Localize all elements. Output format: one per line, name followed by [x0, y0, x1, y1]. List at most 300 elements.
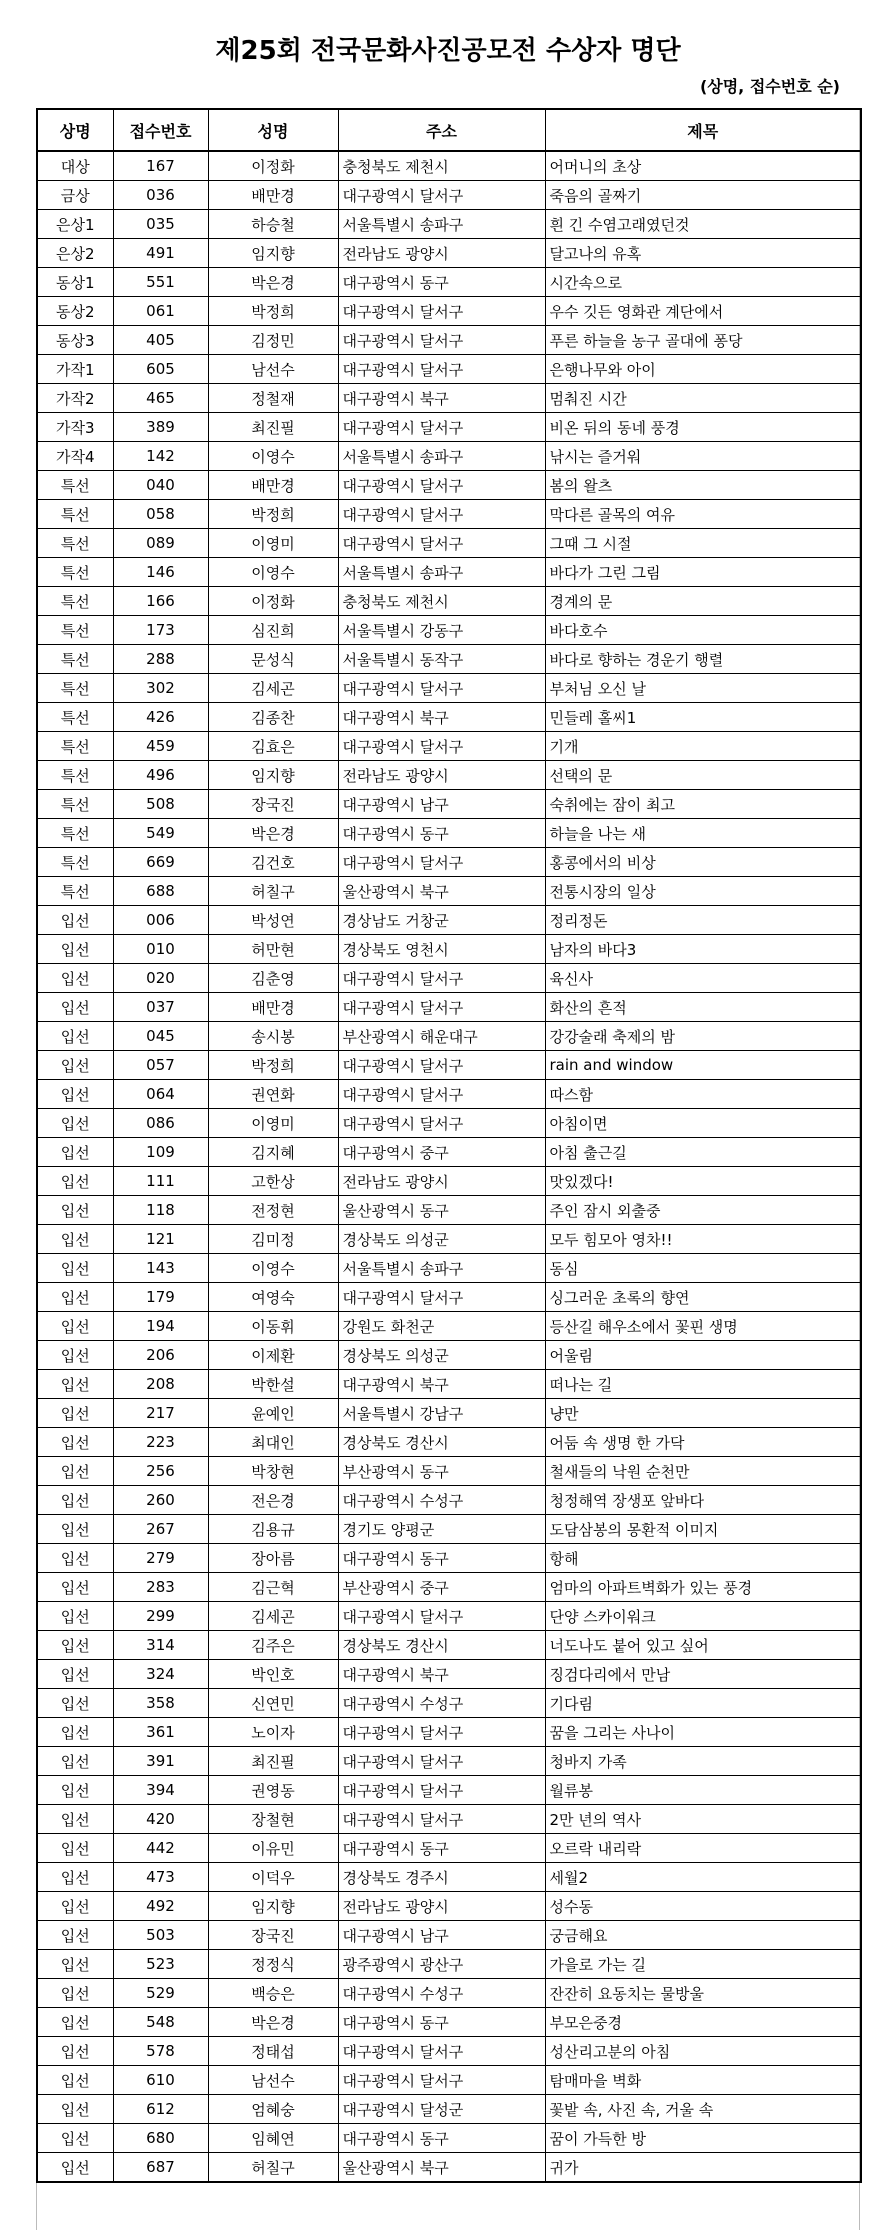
address-cell: 전라남도 광양시 [338, 239, 545, 268]
table-row [37, 1457, 861, 1486]
title-cell: 성수동 [545, 1892, 861, 1921]
title-cell: 전통시장의 일상 [545, 877, 861, 906]
winners-table [36, 108, 862, 2183]
table-row [37, 993, 861, 1022]
address-cell: 대구광역시 달성군 [338, 2095, 545, 2124]
address-cell: 대구광역시 달서구 [338, 1747, 545, 1776]
title-cell: 민들레 홀씨1 [545, 703, 861, 732]
address-cell: 대구광역시 동구 [338, 819, 545, 848]
table-row [37, 1341, 861, 1370]
entry-number-cell: 459 [113, 732, 208, 761]
award-cell: 입선 [37, 1486, 113, 1515]
address-cell: 대구광역시 달서구 [338, 1718, 545, 1747]
title-cell: 맛있겠다! [545, 1167, 861, 1196]
address-cell: 서울특별시 강남구 [338, 1399, 545, 1428]
entry-number-cell: 394 [113, 1776, 208, 1805]
sort-order-note: (상명, 접수번호 순) [699, 77, 840, 96]
address-cell: 대구광역시 북구 [338, 1660, 545, 1689]
title-cell: 주인 잠시 외출중 [545, 1196, 861, 1225]
title-cell: 항해 [545, 1544, 861, 1573]
table-row [37, 2037, 861, 2066]
entry-number-cell: 217 [113, 1399, 208, 1428]
title-cell: 엄마의 아파트벽화가 있는 풍경 [545, 1573, 861, 1602]
table-row [37, 1573, 861, 1602]
entry-number-cell: 146 [113, 558, 208, 587]
address-cell: 충청북도 제천시 [338, 587, 545, 616]
title-cell: 멈춰진 시간 [545, 384, 861, 413]
entry-number-cell: 057 [113, 1051, 208, 1080]
table-row [37, 616, 861, 645]
name-cell: 김주은 [208, 1631, 338, 1660]
entry-number-cell: 358 [113, 1689, 208, 1718]
title-cell: 육신사 [545, 964, 861, 993]
table-row [37, 935, 861, 964]
address-cell: 대구광역시 달서구 [338, 674, 545, 703]
title-cell: 달고나의 유혹 [545, 239, 861, 268]
name-cell: 이덕우 [208, 1863, 338, 1892]
entry-number-cell: 288 [113, 645, 208, 674]
award-cell: 입선 [37, 1776, 113, 1805]
table-row [37, 1399, 861, 1428]
table-row [37, 210, 861, 239]
name-cell: 여영숙 [208, 1283, 338, 1312]
entry-number-cell: 324 [113, 1660, 208, 1689]
entry-number-cell: 548 [113, 2008, 208, 2037]
table-row [37, 790, 861, 819]
table-row [37, 1109, 861, 1138]
table-row [37, 558, 861, 587]
award-cell: 입선 [37, 2124, 113, 2153]
award-cell: 특선 [37, 848, 113, 877]
name-cell: 장철현 [208, 1805, 338, 1834]
entry-number-cell: 299 [113, 1602, 208, 1631]
entry-number-cell: 256 [113, 1457, 208, 1486]
award-cell: 입선 [37, 1544, 113, 1573]
table-row [37, 2008, 861, 2037]
title-cell: 궁금해요 [545, 1921, 861, 1950]
award-cell: 입선 [37, 1283, 113, 1312]
table-row [37, 1167, 861, 1196]
name-cell: 이영수 [208, 442, 338, 471]
title-cell: rain and window [545, 1051, 861, 1080]
table-row [37, 877, 861, 906]
table-row [37, 1921, 861, 1950]
address-cell: 대구광역시 달서구 [338, 964, 545, 993]
entry-number-cell: 426 [113, 703, 208, 732]
award-cell: 입선 [37, 1225, 113, 1254]
award-cell: 가작1 [37, 355, 113, 384]
award-cell: 입선 [37, 2066, 113, 2095]
name-cell: 이영수 [208, 558, 338, 587]
entry-number-cell: 036 [113, 181, 208, 210]
entry-number-cell: 492 [113, 1892, 208, 1921]
name-cell: 김종찬 [208, 703, 338, 732]
award-cell: 입선 [37, 1834, 113, 1863]
address-cell: 대구광역시 달서구 [338, 413, 545, 442]
address-cell: 울산광역시 동구 [338, 1196, 545, 1225]
award-cell: 입선 [37, 1341, 113, 1370]
address-cell: 부산광역시 해운대구 [338, 1022, 545, 1051]
award-cell: 입선 [37, 1196, 113, 1225]
entry-number-cell: 551 [113, 268, 208, 297]
address-cell: 대구광역시 달서구 [338, 1109, 545, 1138]
name-cell: 이영수 [208, 1254, 338, 1283]
entry-number-cell: 405 [113, 326, 208, 355]
entry-number-cell: 473 [113, 1863, 208, 1892]
table-row [37, 2066, 861, 2095]
name-cell: 남선수 [208, 355, 338, 384]
title-cell: 흰 긴 수염고래였던것 [545, 210, 861, 239]
award-cell: 입선 [37, 1138, 113, 1167]
title-cell: 모두 힘모아 영차!! [545, 1225, 861, 1254]
title-cell: 청정해역 장생포 앞바다 [545, 1486, 861, 1515]
address-cell: 경상북도 영천시 [338, 935, 545, 964]
table-row [37, 297, 861, 326]
title-cell: 바다호수 [545, 616, 861, 645]
entry-number-cell: 508 [113, 790, 208, 819]
title-cell: 막다른 골목의 여유 [545, 500, 861, 529]
award-cell: 금상 [37, 181, 113, 210]
award-cell: 특선 [37, 645, 113, 674]
entry-number-cell: 496 [113, 761, 208, 790]
entry-number-cell: 391 [113, 1747, 208, 1776]
entry-number-cell: 283 [113, 1573, 208, 1602]
title-cell: 꿈이 가득한 방 [545, 2124, 861, 2153]
title-cell: 남자의 바다3 [545, 935, 861, 964]
address-cell: 경기도 양평군 [338, 1515, 545, 1544]
table-row [37, 1834, 861, 1863]
table-row [37, 1979, 861, 2008]
title-cell: 등산길 해우소에서 꽃핀 생명 [545, 1312, 861, 1341]
table-row [37, 1225, 861, 1254]
title-cell: 화산의 흔적 [545, 993, 861, 1022]
title-cell: 봄의 왈츠 [545, 471, 861, 500]
title-cell: 월류봉 [545, 1776, 861, 1805]
title-cell: 아침이면 [545, 1109, 861, 1138]
address-cell: 서울특별시 동작구 [338, 645, 545, 674]
address-cell: 대구광역시 달서구 [338, 355, 545, 384]
name-cell: 장국진 [208, 790, 338, 819]
entry-number-cell: 491 [113, 239, 208, 268]
table-row [37, 355, 861, 384]
address-cell: 대구광역시 남구 [338, 790, 545, 819]
entry-number-cell: 143 [113, 1254, 208, 1283]
entry-number-cell: 314 [113, 1631, 208, 1660]
award-cell: 입선 [37, 1979, 113, 2008]
award-cell: 입선 [37, 1109, 113, 1138]
award-cell: 특선 [37, 732, 113, 761]
award-cell: 입선 [37, 1631, 113, 1660]
entry-number-cell: 302 [113, 674, 208, 703]
address-cell: 서울특별시 송파구 [338, 1254, 545, 1283]
name-cell: 김미정 [208, 1225, 338, 1254]
table-row [37, 1051, 861, 1080]
title-cell: 싱그러운 초록의 향연 [545, 1283, 861, 1312]
header-title: 제목 [545, 109, 861, 151]
table-row [37, 1138, 861, 1167]
name-cell: 최진필 [208, 413, 338, 442]
entry-number-cell: 167 [113, 151, 208, 181]
entry-number-cell: 173 [113, 616, 208, 645]
title-cell: 그때 그 시절 [545, 529, 861, 558]
entry-number-cell: 040 [113, 471, 208, 500]
name-cell: 박은경 [208, 2008, 338, 2037]
name-cell: 이제환 [208, 1341, 338, 1370]
entry-number-cell: 267 [113, 1515, 208, 1544]
address-cell: 대구광역시 달서구 [338, 1776, 545, 1805]
entry-number-cell: 503 [113, 1921, 208, 1950]
table-row [37, 1486, 861, 1515]
name-cell: 이영미 [208, 529, 338, 558]
table-row [37, 674, 861, 703]
name-cell: 이영미 [208, 1109, 338, 1138]
name-cell: 장아름 [208, 1544, 338, 1573]
title-cell: 정리정돈 [545, 906, 861, 935]
address-cell: 대구광역시 달서구 [338, 1602, 545, 1631]
entry-number-cell: 020 [113, 964, 208, 993]
table-row [37, 703, 861, 732]
address-cell: 서울특별시 송파구 [338, 210, 545, 239]
name-cell: 김건호 [208, 848, 338, 877]
address-cell: 충청북도 제천시 [338, 151, 545, 181]
title-cell: 부처님 오신 날 [545, 674, 861, 703]
title-cell: 기다림 [545, 1689, 861, 1718]
name-cell: 임혜연 [208, 2124, 338, 2153]
award-cell: 입선 [37, 2095, 113, 2124]
entry-number-cell: 010 [113, 935, 208, 964]
table-row [37, 645, 861, 674]
award-cell: 가작2 [37, 384, 113, 413]
name-cell: 김용규 [208, 1515, 338, 1544]
award-cell: 입선 [37, 2153, 113, 2183]
title-cell: 어울림 [545, 1341, 861, 1370]
entry-number-cell: 206 [113, 1341, 208, 1370]
name-cell: 박인호 [208, 1660, 338, 1689]
entry-number-cell: 578 [113, 2037, 208, 2066]
address-cell: 울산광역시 북구 [338, 877, 545, 906]
name-cell: 박정희 [208, 1051, 338, 1080]
name-cell: 박성연 [208, 906, 338, 935]
award-cell: 입선 [37, 964, 113, 993]
address-cell: 대구광역시 동구 [338, 1834, 545, 1863]
address-cell: 대구광역시 동구 [338, 1544, 545, 1573]
award-cell: 특선 [37, 500, 113, 529]
award-cell: 은상2 [37, 239, 113, 268]
award-cell: 특선 [37, 674, 113, 703]
award-cell: 동상3 [37, 326, 113, 355]
address-cell: 광주광역시 광산구 [338, 1950, 545, 1979]
name-cell: 임지향 [208, 239, 338, 268]
entry-number-cell: 208 [113, 1370, 208, 1399]
award-cell: 입선 [37, 1573, 113, 1602]
entry-number-cell: 121 [113, 1225, 208, 1254]
table-row [37, 1747, 861, 1776]
name-cell: 김지혜 [208, 1138, 338, 1167]
address-cell: 대구광역시 수성구 [338, 1979, 545, 2008]
award-cell: 은상1 [37, 210, 113, 239]
table-row [37, 1312, 861, 1341]
table-row [37, 1892, 861, 1921]
award-cell: 입선 [37, 1950, 113, 1979]
award-cell: 입선 [37, 993, 113, 1022]
award-cell: 동상1 [37, 268, 113, 297]
address-cell: 대구광역시 달서구 [338, 297, 545, 326]
name-cell: 박창현 [208, 1457, 338, 1486]
header-name: 성명 [208, 109, 338, 151]
name-cell: 엄혜숭 [208, 2095, 338, 2124]
entry-number-cell: 194 [113, 1312, 208, 1341]
name-cell: 임지향 [208, 1892, 338, 1921]
name-cell: 송시봉 [208, 1022, 338, 1051]
table-row [37, 906, 861, 935]
name-cell: 신연민 [208, 1689, 338, 1718]
name-cell: 정태섭 [208, 2037, 338, 2066]
title-cell: 낚시는 즐거워 [545, 442, 861, 471]
address-cell: 서울특별시 강동구 [338, 616, 545, 645]
address-cell: 강원도 화천군 [338, 1312, 545, 1341]
header-entry-number: 접수번호 [113, 109, 208, 151]
address-cell: 대구광역시 달서구 [338, 848, 545, 877]
name-cell: 권영동 [208, 1776, 338, 1805]
title-cell: 꿈을 그리는 사나이 [545, 1718, 861, 1747]
entry-number-cell: 465 [113, 384, 208, 413]
title-cell: 떠나는 길 [545, 1370, 861, 1399]
name-cell: 문성식 [208, 645, 338, 674]
award-cell: 대상 [37, 151, 113, 181]
table-body [37, 151, 861, 2182]
title-cell: 어머니의 초상 [545, 151, 861, 181]
entry-number-cell: 420 [113, 1805, 208, 1834]
award-cell: 특선 [37, 616, 113, 645]
award-cell: 입선 [37, 935, 113, 964]
entry-number-cell: 279 [113, 1544, 208, 1573]
name-cell: 남선수 [208, 2066, 338, 2095]
name-cell: 고한상 [208, 1167, 338, 1196]
name-cell: 박한설 [208, 1370, 338, 1399]
address-cell: 대구광역시 달서구 [338, 2066, 545, 2095]
award-cell: 특선 [37, 703, 113, 732]
title-cell: 꽃밭 속, 사진 속, 거울 속 [545, 2095, 861, 2124]
name-cell: 김효은 [208, 732, 338, 761]
title-cell: 부모은중경 [545, 2008, 861, 2037]
address-cell: 대구광역시 동구 [338, 2008, 545, 2037]
table-row [37, 1544, 861, 1573]
award-cell: 입선 [37, 1689, 113, 1718]
entry-number-cell: 086 [113, 1109, 208, 1138]
address-cell: 대구광역시 달서구 [338, 181, 545, 210]
award-cell: 입선 [37, 2008, 113, 2037]
address-cell: 대구광역시 달서구 [338, 1051, 545, 1080]
title-cell: 도담삼봉의 몽환적 이미지 [545, 1515, 861, 1544]
entry-number-cell: 061 [113, 297, 208, 326]
entry-number-cell: 549 [113, 819, 208, 848]
table-row [37, 1370, 861, 1399]
title-cell: 은행나무와 아이 [545, 355, 861, 384]
address-cell: 대구광역시 북구 [338, 1370, 545, 1399]
award-cell: 가작3 [37, 413, 113, 442]
address-cell: 경상북도 의성군 [338, 1225, 545, 1254]
table-row [37, 1950, 861, 1979]
name-cell: 배만경 [208, 993, 338, 1022]
entry-number-cell: 223 [113, 1428, 208, 1457]
title-cell: 죽음의 골짜기 [545, 181, 861, 210]
address-cell: 대구광역시 달서구 [338, 326, 545, 355]
address-cell: 대구광역시 남구 [338, 1921, 545, 1950]
title-cell: 강강술래 축제의 밤 [545, 1022, 861, 1051]
award-cell: 특선 [37, 761, 113, 790]
award-cell: 입선 [37, 1022, 113, 1051]
document-title: 제25회 전국문화사진공모전 수상자 명단 [215, 36, 681, 66]
title-cell: 따스함 [545, 1080, 861, 1109]
name-cell: 이정화 [208, 587, 338, 616]
name-cell: 노이자 [208, 1718, 338, 1747]
address-cell: 전라남도 광양시 [338, 761, 545, 790]
name-cell: 임지향 [208, 761, 338, 790]
award-cell: 입선 [37, 1515, 113, 1544]
address-cell: 대구광역시 달서구 [338, 500, 545, 529]
entry-number-cell: 166 [113, 587, 208, 616]
entry-number-cell: 523 [113, 1950, 208, 1979]
entry-number-cell: 669 [113, 848, 208, 877]
award-cell: 특선 [37, 558, 113, 587]
title-cell: 너도나도 붙어 있고 싶어 [545, 1631, 861, 1660]
address-cell: 대구광역시 수성구 [338, 1689, 545, 1718]
award-cell: 입선 [37, 1660, 113, 1689]
address-cell: 대구광역시 달서구 [338, 732, 545, 761]
table-row [37, 1776, 861, 1805]
name-cell: 박은경 [208, 819, 338, 848]
name-cell: 전은경 [208, 1486, 338, 1515]
award-cell: 특선 [37, 471, 113, 500]
entry-number-cell: 118 [113, 1196, 208, 1225]
name-cell: 하승철 [208, 210, 338, 239]
table-row [37, 819, 861, 848]
title-cell: 푸른 하늘을 농구 골대에 퐁당 [545, 326, 861, 355]
name-cell: 허칠구 [208, 2153, 338, 2183]
title-cell: 시간속으로 [545, 268, 861, 297]
table-row [37, 1718, 861, 1747]
title-cell: 청바지 가족 [545, 1747, 861, 1776]
name-cell: 전정현 [208, 1196, 338, 1225]
table-row [37, 181, 861, 210]
header-address: 주소 [338, 109, 545, 151]
table-row [37, 1022, 861, 1051]
entry-number-cell: 089 [113, 529, 208, 558]
address-cell: 경상북도 경산시 [338, 1428, 545, 1457]
table-row [37, 2095, 861, 2124]
award-cell: 입선 [37, 1602, 113, 1631]
table-row [37, 268, 861, 297]
award-cell: 동상2 [37, 297, 113, 326]
address-cell: 부산광역시 동구 [338, 1457, 545, 1486]
table-row [37, 1631, 861, 1660]
entry-number-cell: 610 [113, 2066, 208, 2095]
award-cell: 입선 [37, 1254, 113, 1283]
table-row [37, 239, 861, 268]
table-row [37, 1602, 861, 1631]
table-row [37, 1863, 861, 1892]
address-cell: 대구광역시 북구 [338, 384, 545, 413]
table-row [37, 1515, 861, 1544]
award-cell: 특선 [37, 587, 113, 616]
title-cell: 비온 뒤의 동네 풍경 [545, 413, 861, 442]
entry-number-cell: 058 [113, 500, 208, 529]
table-row [37, 442, 861, 471]
title-cell: 바다로 향하는 경운기 행렬 [545, 645, 861, 674]
address-cell: 대구광역시 달서구 [338, 1283, 545, 1312]
entry-number-cell: 442 [113, 1834, 208, 1863]
award-cell: 특선 [37, 819, 113, 848]
